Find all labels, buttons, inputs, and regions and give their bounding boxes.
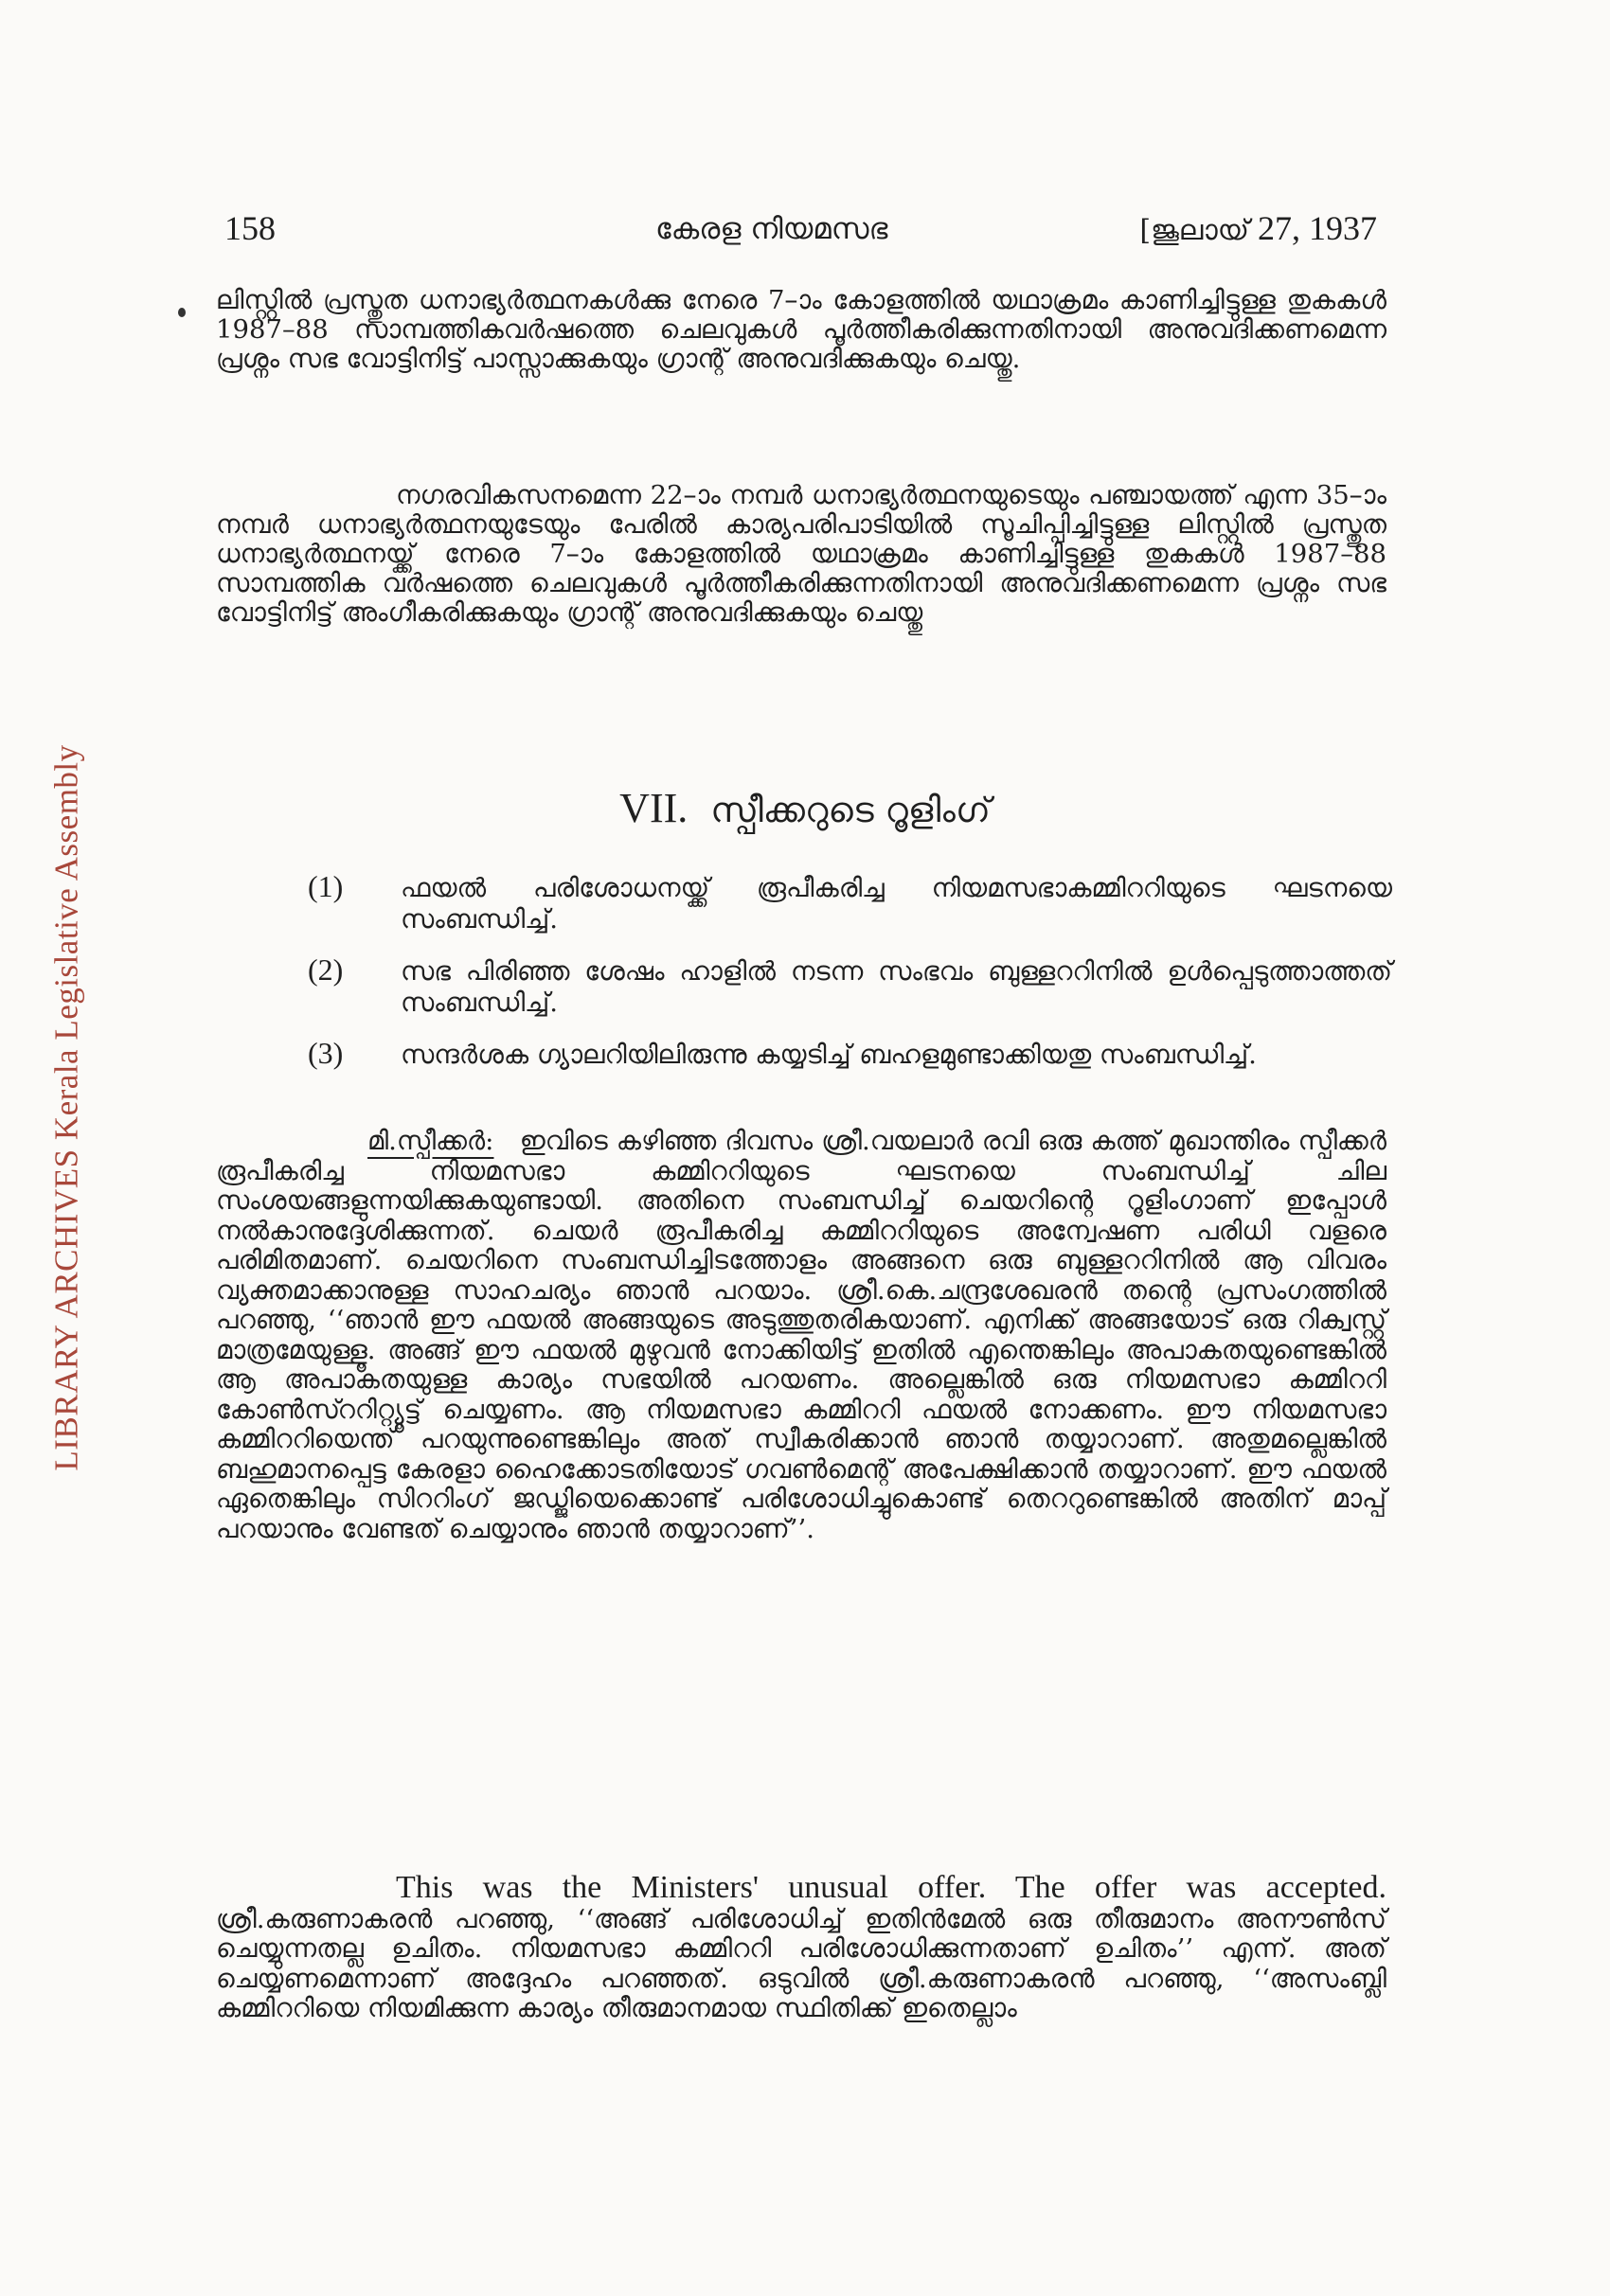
list-item-number: (3) bbox=[308, 1036, 344, 1070]
speaker-ruling-paragraph bbox=[216, 1127, 1386, 1544]
archive-watermark-text: LIBRARY ARCHIVES Kerala Legislative Assembly bbox=[48, 744, 85, 1471]
list-item-text: ഫയൽ പരിശോധനയ്ക്ക് രൂപീകരിച്ച നിയമസഭാകമ്മിററിയുടെ ഘടനയെ സംബന്ധിച്ച്. bbox=[401, 873, 1392, 934]
page-number: 158 bbox=[224, 209, 276, 247]
date-month: [ജൂലായ് bbox=[1139, 214, 1249, 247]
page-header bbox=[224, 208, 1377, 256]
archive-watermark bbox=[33, 256, 101, 1960]
speaker-ruling-text: ഇവിടെ കഴിഞ്ഞ ദിവസം ശ്രീ.വയലാർ രവി ഒരു കത്ത് മുഖാന്തിരം സ്പീക്കർ രൂപീകരിച്ച നിയമസഭാ കമ്മിററിയുടെ ഘടനയെ സംബന്ധിച്ച് ചില സംശയങ്ങളുന്നയിക്കുകയുണ്ടായി. അതിനെ സംബന്ധിച്ച് ചെയറിന്റെ റൂളിംഗാണ് ഇപ്പോൾ നൽകാനുദ്ദേശിക്കുന്നത്. ചെയർ രൂപീകരിച്ച കമ്മിററിയുടെ അന്വേഷണ പരിധി വളരെ പരിമിതമാണ്. ചെയറിനെ സംബന്ധിച്ചിടത്തോളം അങ്ങനെ ഒരു ബുള്ളററിനിൽ ആ വിവരം വ്യക്തമാക്കാനുള്ള സാഹചര്യം ഞാൻ പറയാം. ശ്രീ.കെ.ചന്ദ്രശേഖരൻ തന്റെ പ്രസംഗത്തിൽ പറഞ്ഞു, ‘‘ഞാൻ ഈ ഫയൽ അങ്ങയുടെ അടുത്തുതരികയാണ്. എനിക്ക് അങ്ങയോട് ഒരു റിക്വസ്റ്റ് മാത്രമേയുള്ളൂ. അങ്ങ് ഈ ഫയൽ മുഴുവൻ നോക്കിയിട്ട് ഇതിൽ എന്തെങ്കിലും അപാകതയുണ്ടെങ്കിൽ ആ അപാകതയുള്ള കാര്യം സഭയിൽ പറയണം. അല്ലെങ്കിൽ ഒരു നിയമസഭാ കമ്മിററി കോൺസ്ററിറ്റ്യൂട്ട് ചെയ്യണം. ആ നിയമസഭാ കമ്മിററി ഫയൽ നോക്കണം. ഈ നിയമസഭാ കമ്മിററിയെന്ത് പറയുന്നുണ്ടെങ്കിലും അത് സ്വീകരിക്കാൻ ഞാൻ തയ്യാറാണ്. അതുമല്ലെങ്കിൽ ബഹുമാനപ്പെട്ട കേരളാ ഹൈക്കോടതിയോട് ഗവൺമെന്റ് അപേക്ഷിക്കാൻ തയ്യാറാണ്. ഈ ഫയൽ ഏതെങ്കിലും സിററിംഗ് ജഡ്ജിയെക്കൊണ്ട് പരിശോധിച്ചുകൊണ്ട് തെററുണ്ടെങ്കിൽ അതിന് മാപ്പ് പറയാനും വേണ്ടത് ചെയ്യാനും ഞാൻ തയ്യാറാണ്’’. bbox=[216, 1126, 1386, 1544]
paragraph-2: നഗരവികസനമെന്ന 22–ാം നമ്പർ ധനാഭ്യർത്ഥനയുടെയും പഞ്ചായത്ത് എന്ന 35–ാം നമ്പർ ധനാഭ്യർത്ഥനയുടേയും പേരിൽ കാര്യപരിപാടിയിൽ സൂചിപ്പിച്ചിട്ടുള്ള ലിസ്റ്റിൽ പ്രസ്തുത ധനാഭ്യർത്ഥനയ്ക്ക് നേരെ 7–ാം കോളത്തിൽ യഥാക്രമം കാണിച്ചിട്ടുള്ള തുകകൾ 1987–88 സാമ്പത്തിക വർഷത്തെ ചെലവുകൾ പൂർത്തീകരിക്കുന്നതിനായി അനുവദിക്കണമെന്ന പ്രശ്നം സഭ വോട്ടിനിട്ട് അംഗീകരിക്കുകയും ഗ്രാന്റ് അനുവദിക്കുകയും ചെയ്തു bbox=[216, 480, 1386, 628]
list-item bbox=[308, 1036, 1392, 1071]
list-item-number: (2) bbox=[308, 952, 344, 987]
list-item-text: സഭ പിരിഞ്ഞ ശേഷം ഹാളിൽ നടന്ന സംഭവം ബുള്ളററിനിൽ ഉൾപ്പെടുത്താത്തത് സംബന്ധിച്ച്. bbox=[401, 956, 1392, 1018]
paragraph-1: ലിസ്റ്റിൽ പ്രസ്തുത ധനാഭ്യർത്ഥനകൾക്കു നേരെ 7–ാം കോളത്തിൽ യഥാക്രമം കാണിച്ചിട്ടുള്ള തുകകൾ 1987–88 സാമ്പത്തികവർഷത്തെ ചെലവുകൾ പൂർത്തീകരിക്കുന്നതിനായി അനുവദിക്കണമെന്ന പ്രശ്നം സഭ വോട്ടിനിട്ട് പാസ്സാക്കുകയും ഗ്രാന്റ് അനുവദിക്കുകയും ചെയ്തു. bbox=[216, 285, 1386, 374]
section-heading bbox=[284, 784, 1326, 832]
closing-paragraph bbox=[216, 1870, 1386, 2024]
section-title: സ്പീക്കറുടെ റൂളിംഗ് bbox=[710, 790, 991, 830]
section-numeral: VII. bbox=[619, 785, 689, 831]
list-item-number: (1) bbox=[308, 869, 344, 903]
margin-mark bbox=[178, 308, 186, 317]
list-item bbox=[308, 869, 1392, 935]
list-item bbox=[308, 952, 1392, 1019]
speaker-label: മി.സ്പീക്കർ: bbox=[367, 1126, 494, 1156]
closing-malayalam-text: ശ്രീ.കരുണാകരൻ പറഞ്ഞു, ‘‘അങ്ങ് പരിശോധിച്ച് ഇതിൻമേൽ ഒരു തീരുമാനം അനൗൺസ് ചെയ്യുന്നതല്ല ഉചിതം. നിയമസഭാ കമ്മിററി പരിശോധിക്കുന്നതാണ് ഉചിതം’’ എന്ന്. അത് ചെയ്യണമെന്നാണ് അദ്ദേഹം പറഞ്ഞത്. ഒടുവിൽ ശ്രീ.കരുണാകരൻ പറഞ്ഞു, ‘‘അസംബ്ലി കമ്മിററിയെ നിയമിക്കുന്ന കാര്യം തീരുമാനമായ സ്ഥിതിക്ക് ഇതെല്ലാം bbox=[216, 1903, 1386, 2023]
page-date bbox=[1139, 208, 1377, 248]
page-running-title: കേരള നിയമസഭ bbox=[655, 212, 888, 246]
date-day-year: 27, 1937 bbox=[1258, 209, 1377, 247]
list-item-text: സന്ദർശക ഗ്യാലറിയിലിരുന്നു കയ്യടിച്ച് ബഹളമുണ്ടാക്കിയതു സംബന്ധിച്ച്. bbox=[401, 1040, 1257, 1070]
closing-english-sentence: This was the Ministers' unusual offer. The offer was accepted. bbox=[396, 1870, 1386, 1905]
